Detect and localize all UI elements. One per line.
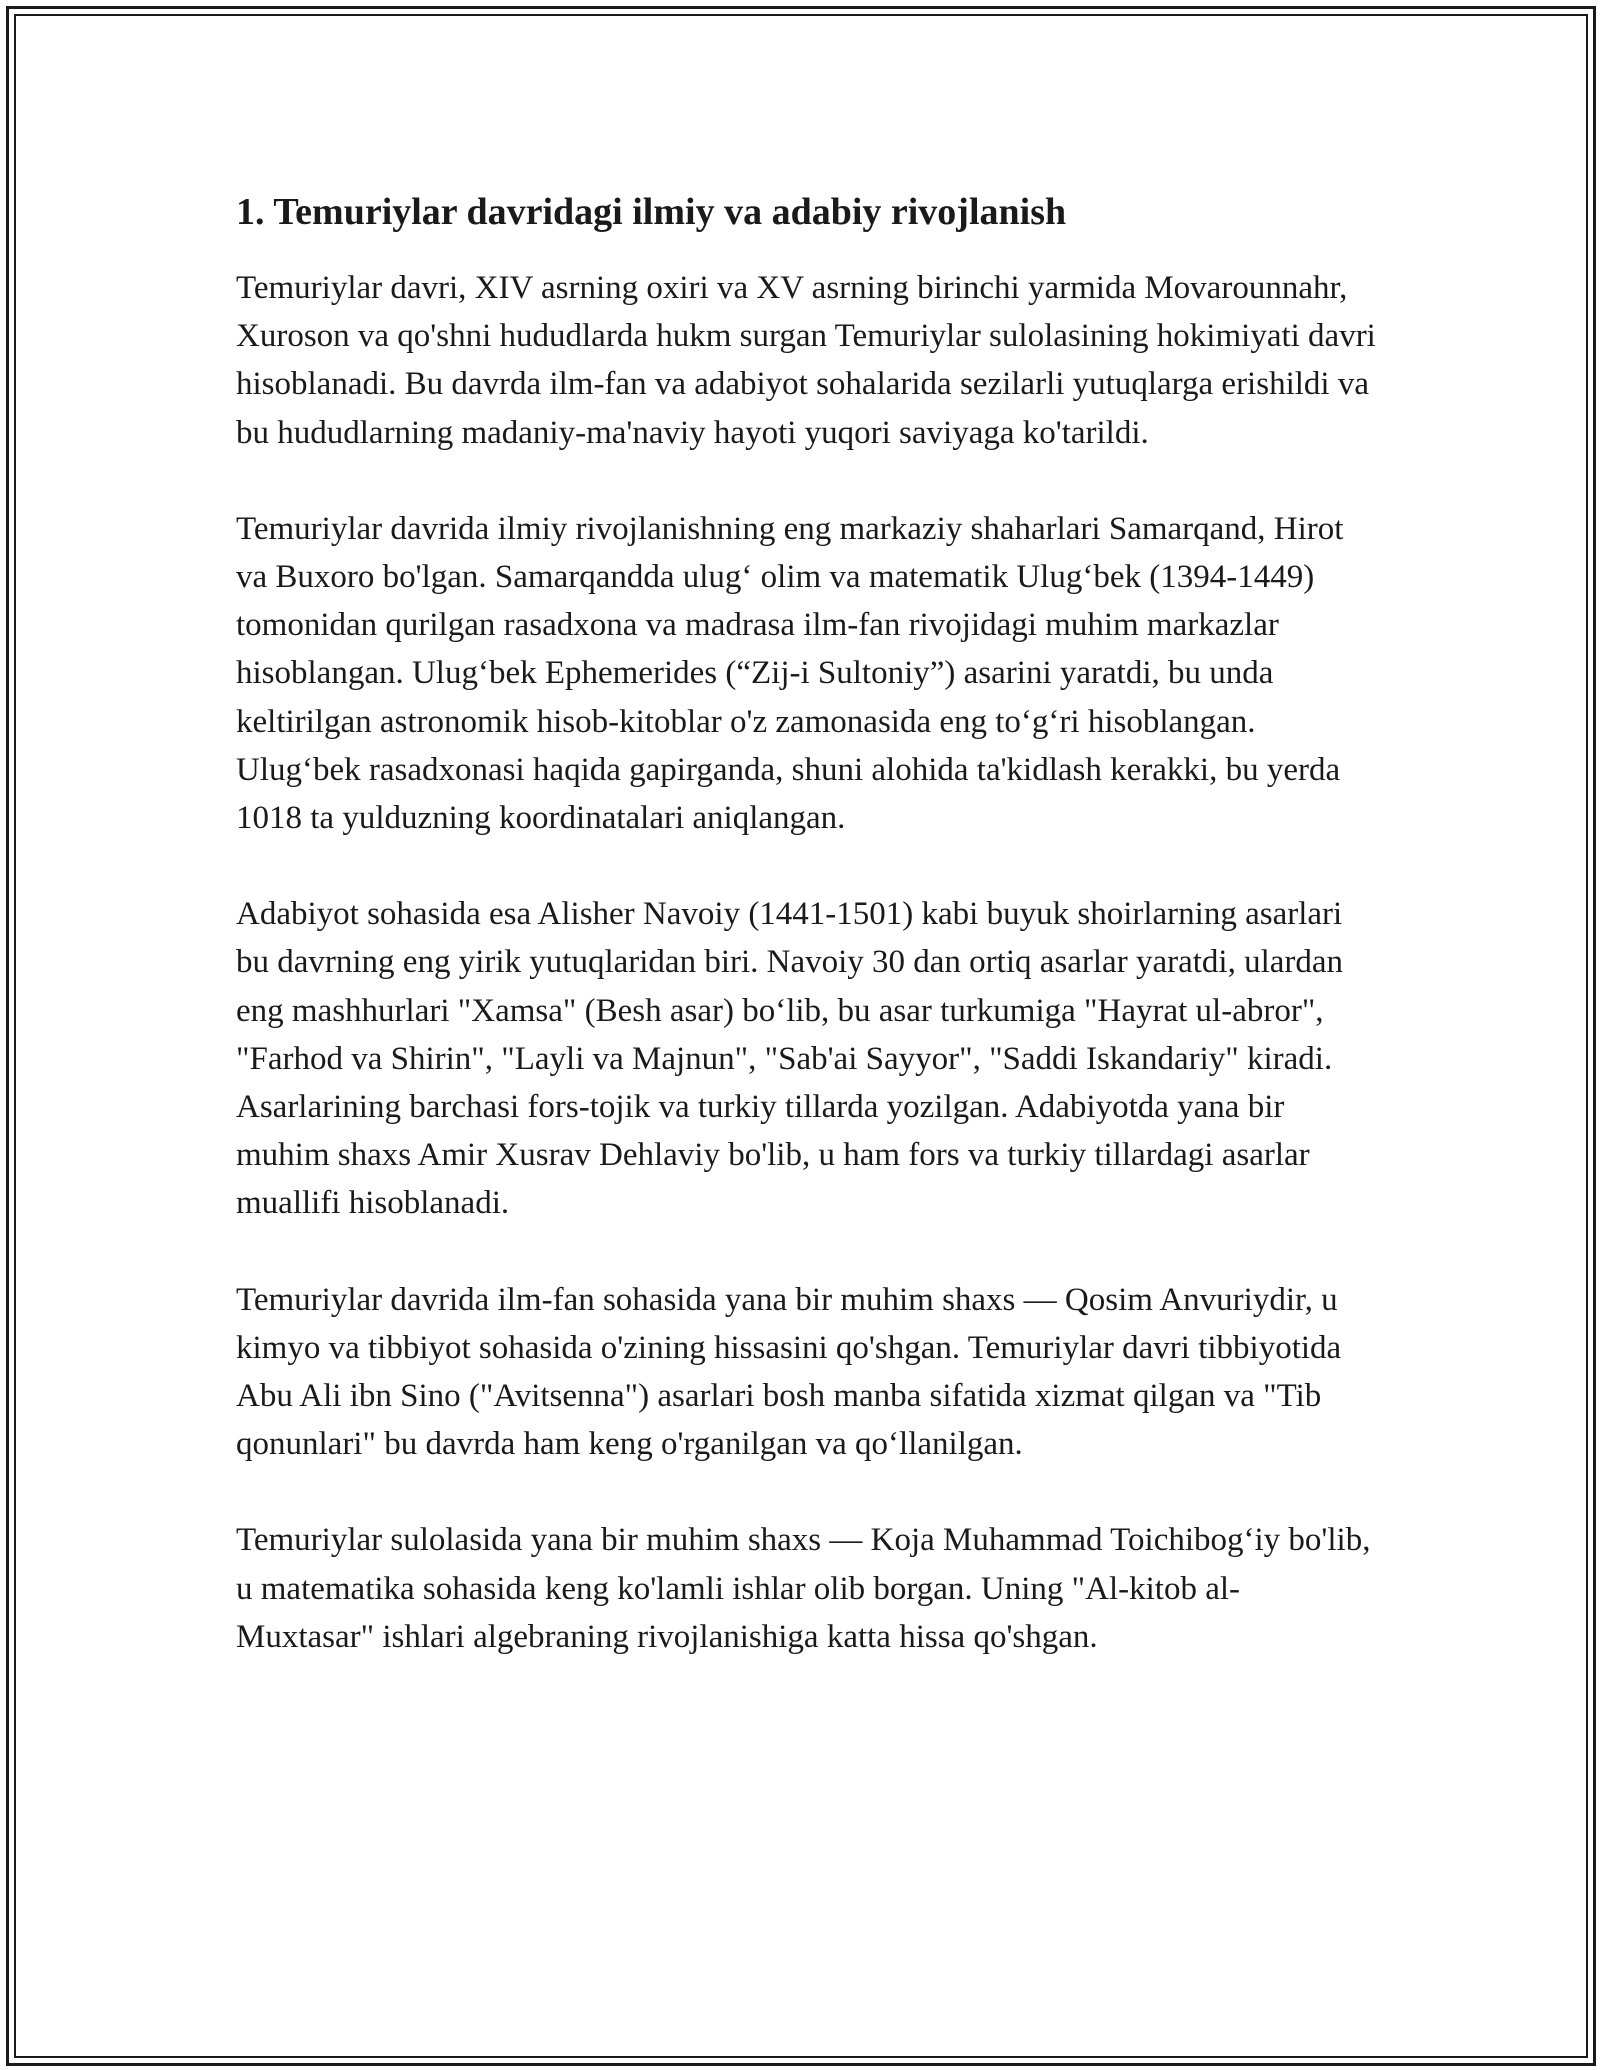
- paragraph-literature: Adabiyot sohasida esa Alisher Navoiy (1441-1501) kabi buyuk shoirlarning asarlari bu davrning eng yirik yutuqlaridan biri. Navoiy 30 dan ortiq asarlar yaratdi, ulardan eng mashhurlari "Xamsa" (Besh asar) bo‘lib, bu asar turkumiga "Hayrat ul-abror", "Farhod va Shirin", "Layli va Majnun", "Sab'ai Sayyor", "Saddi Iskandariy" kiradi. Asarlarining barchasi fors-tojik va turkiy tillarda yozilgan. Adabiyotda yana bir muhim shaxs Amir Xusrav Dehlaviy bo'lib, u ham fors va turkiy tillardagi asarlar muallifi hisoblanadi.: [236, 896, 1344, 1222]
- section-heading: 1. Temuriylar davridagi ilmiy va adabiy rivojlanish: [236, 191, 1067, 233]
- paragraph-timurid-era-intro: Temuriylar davri, XIV asrning oxiri va XV asrning birinchi yarmida Movarounnahr, Xuroson va qo'shni hududlarda hukm surgan Temuriylar sulolasining hokimiyati davri hisoblanadi. Bu davrda ilm-fan va adabiyot sohalarida sezilarli yutuqlarga erishildi va bu hududlarning madaniy-ma'naviy hayoti yuqori saviyaga ko'tarildi.: [236, 270, 1376, 451]
- paragraph-scientific-centers: Temuriylar davrida ilmiy rivojlanishning eng markaziy shaharlari Samarqand, Hirot va Buxoro bo'lgan. Samarqandda ulug‘ olim va matematik Ulug‘bek (1394-1449) tomonidan qurilgan rasadxona va madrasa ilm-fan rivojidagi muhim markazlar hisoblangan. Ulug‘bek Ephemerides (“Zij-i Sultoniy”) asarini yaratdi, bu unda keltirilgan astronomik hisob-kitoblar o'z zamonasida eng to‘g‘ri hisoblangan. Ulug‘bek rasadxonasi haqida gapirganda, shuni alohida ta'kidlash kerakki, bu yerda 1018 ta yulduzning koordinatalari aniqlangan.: [236, 510, 1344, 837]
- document-body: [236, 186, 1376, 1709]
- paragraph-mathematics: Temuriylar sulolasida yana bir muhim shaxs — Koja Muhammad Toichibog‘iy bo'lib, u matematika sohasida keng ko'lamli ishlar olib borgan. Uning "Al-kitob al-Muxtasar" ishlari algebraning rivojlanishiga katta hissa qo'shgan.: [236, 1522, 1371, 1655]
- paragraph-medicine: Temuriylar davrida ilm-fan sohasida yana bir muhim shaxs — Qosim Anvuriydir, u kimyo va tibbiyot sohasida o'zining hissasini qo'shgan. Temuriylar davri tibbiyotida Abu Ali ibn Sino ("Avitsenna") asarlari bosh manba sifatida xizmat qilgan va "Tib qonunlari" bu davrda ham keng o'rganilgan va qo‘llanilgan.: [236, 1281, 1342, 1463]
